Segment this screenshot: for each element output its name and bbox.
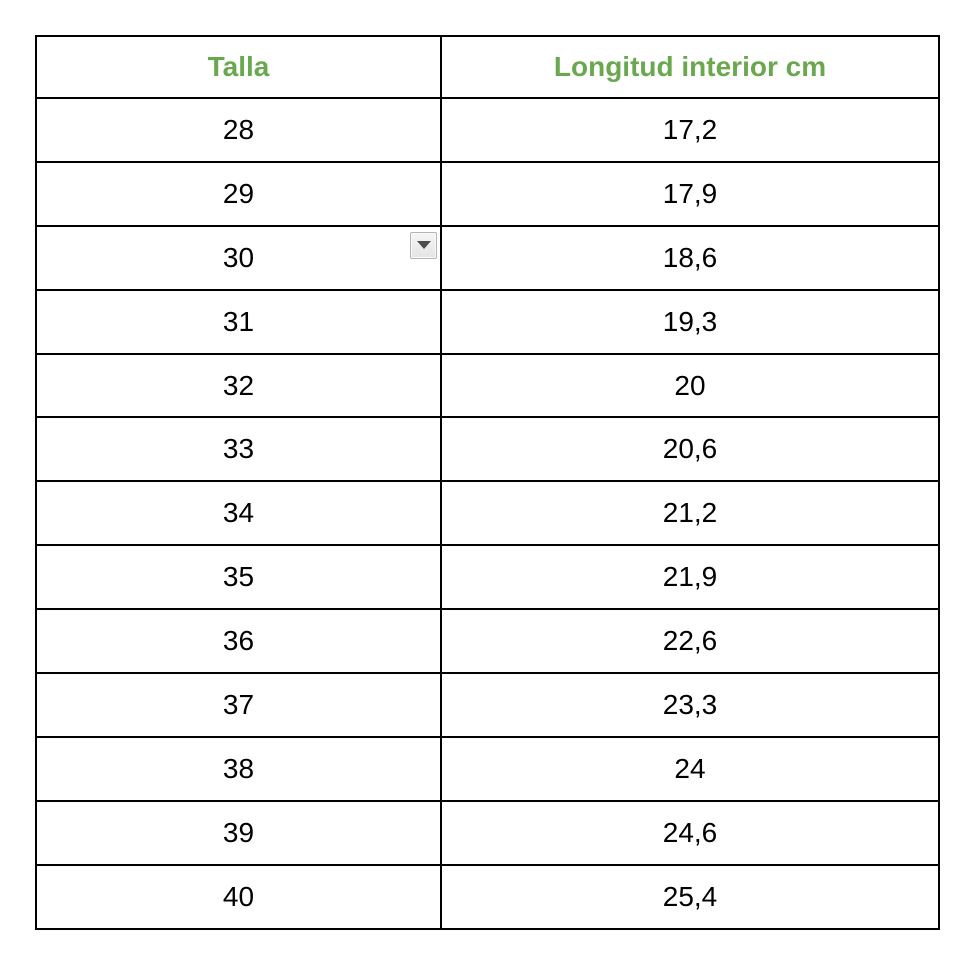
table-row (36, 545, 939, 609)
size-chart-table-container (35, 35, 940, 930)
table-row (36, 673, 939, 737)
table-row (36, 162, 939, 226)
table-row (36, 609, 939, 673)
talla-cell: 29 (36, 162, 441, 226)
talla-cell: 32 (36, 354, 441, 418)
dropdown-button[interactable] (410, 232, 437, 259)
talla-cell: 34 (36, 481, 441, 545)
longitud-cell: 24 (441, 737, 939, 801)
longitud-cell: 17,9 (441, 162, 939, 226)
table-row (36, 737, 939, 801)
longitud-cell: 21,9 (441, 545, 939, 609)
longitud-cell: 25,4 (441, 865, 939, 929)
talla-cell: 31 (36, 290, 441, 354)
table-row (36, 801, 939, 865)
longitud-cell: 20 (441, 354, 939, 418)
header-cell-talla: Talla (36, 36, 441, 98)
longitud-cell: 17,2 (441, 98, 939, 162)
talla-cell: 35 (36, 545, 441, 609)
longitud-cell: 20,6 (441, 417, 939, 481)
longitud-cell: 18,6 (441, 226, 939, 290)
talla-cell: 39 (36, 801, 441, 865)
talla-cell (36, 226, 441, 290)
table-row (36, 290, 939, 354)
longitud-cell: 22,6 (441, 609, 939, 673)
talla-value: 30 (222, 241, 255, 273)
talla-cell: 36 (36, 609, 441, 673)
table-row (36, 417, 939, 481)
longitud-cell: 19,3 (441, 290, 939, 354)
header-cell-longitud: Longitud interior cm (441, 36, 939, 98)
table-row (36, 226, 939, 290)
talla-cell: 37 (36, 673, 441, 737)
size-chart-table (35, 35, 940, 930)
talla-cell: 28 (36, 98, 441, 162)
table-row (36, 354, 939, 418)
longitud-cell: 24,6 (441, 801, 939, 865)
talla-cell: 38 (36, 737, 441, 801)
longitud-cell: 21,2 (441, 481, 939, 545)
table-row (36, 98, 939, 162)
table-row (36, 481, 939, 545)
header-row (36, 36, 939, 98)
dropdown-arrow-icon (417, 241, 431, 249)
talla-cell: 40 (36, 865, 441, 929)
talla-cell: 33 (36, 417, 441, 481)
longitud-cell: 23,3 (441, 673, 939, 737)
table-row (36, 865, 939, 929)
